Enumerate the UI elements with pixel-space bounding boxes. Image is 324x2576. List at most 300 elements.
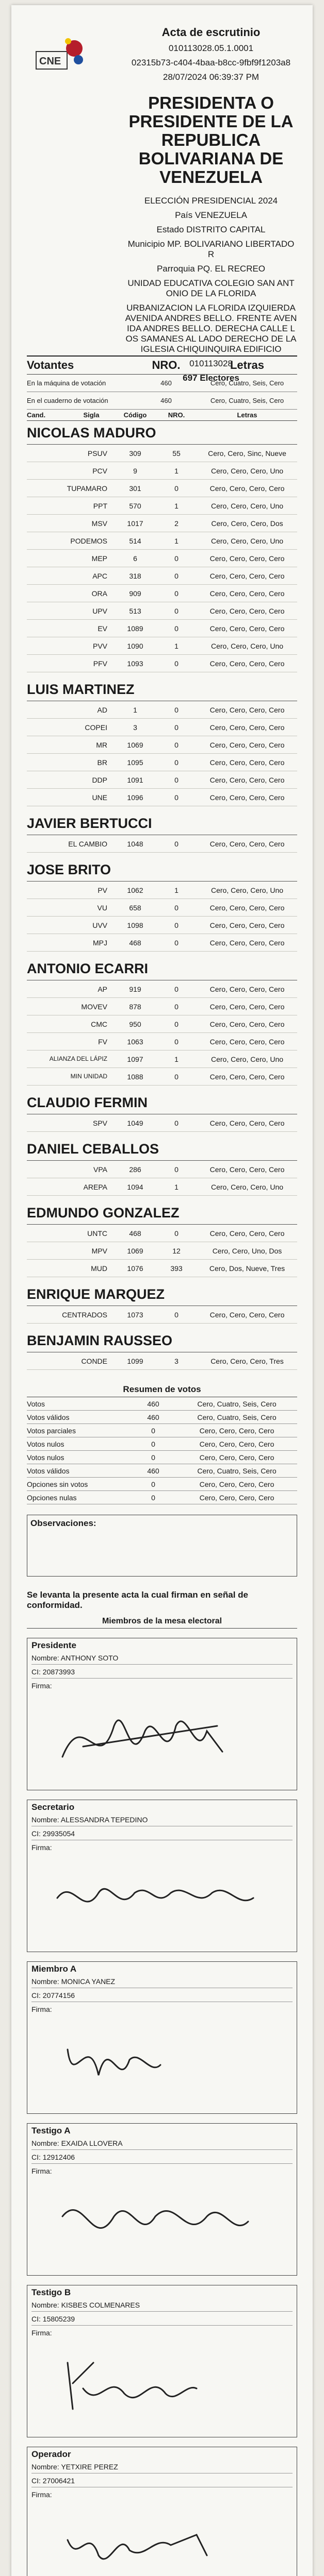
party-votes: 0 (174, 589, 179, 598)
party-row (27, 998, 297, 1015)
party-sigla: BR (97, 758, 107, 767)
party-sigla: AP (98, 985, 107, 993)
party-letras: Cero, Cero, Cero, Cero (209, 1310, 285, 1319)
candidate-name: JOSE BRITO (27, 858, 297, 882)
member-name: Nombre: YETXIRE PEREZ (31, 2463, 293, 2473)
party-letras: Cero, Cero, Cero, Uno (210, 466, 284, 475)
party-codigo: 468 (129, 1229, 141, 1238)
party-votes: 0 (174, 1037, 179, 1046)
party-votes: 0 (174, 705, 179, 714)
party-votes: 0 (174, 624, 179, 633)
party-votes: 0 (174, 1020, 179, 1028)
signature-area (31, 2175, 293, 2273)
spacer (27, 672, 297, 677)
spacer (27, 1196, 297, 1201)
handwritten-signature-icon (52, 2019, 269, 2106)
spacer (27, 1132, 297, 1137)
party-row (27, 585, 297, 602)
member-operador (27, 2447, 297, 2576)
resumen-letras: Cero, Cero, Cero, Cero (199, 1493, 274, 1502)
party-sigla: CONDE (81, 1357, 107, 1365)
party-letras: Cero, Cero, Cero, Cero (209, 938, 285, 947)
party-codigo: 318 (129, 571, 141, 580)
candidate-table-header: Cand. Sigla Código NRO. Letras (27, 410, 297, 421)
party-votes: 0 (174, 1002, 179, 1011)
signature-area (31, 1690, 293, 1788)
party-codigo: 468 (129, 938, 141, 947)
party-sigla: UPV (92, 606, 107, 615)
member-firma-label: Firma: (31, 2490, 52, 2499)
votantes-nro: 460 (160, 397, 172, 404)
pais: País VENEZUELA (175, 210, 247, 220)
party-sigla: COPEI (85, 723, 107, 732)
resumen-nro: 460 (147, 1466, 159, 1475)
resumen-label: Votos parciales (27, 1426, 76, 1435)
party-votes: 0 (174, 775, 179, 784)
party-row (27, 980, 297, 998)
party-votes: 1 (174, 1055, 179, 1063)
party-letras: Cero, Cero, Cero, Cero (209, 793, 285, 802)
party-row (27, 899, 297, 917)
party-sigla: MR (96, 740, 107, 749)
member-name: Nombre: KISBES COLMENARES (31, 2301, 293, 2312)
candidate-block (27, 1282, 297, 1329)
conformity-notice: Se levanta la presente acta la cual firman en señal de conformidad. (27, 1590, 248, 1610)
party-letras: Cero, Cero, Cero, Cero (209, 775, 285, 784)
party-sigla: PCV (92, 466, 107, 475)
resumen-nro: 0 (151, 1480, 155, 1488)
party-row (27, 789, 297, 806)
candidates-list (27, 421, 297, 1375)
signature-area (31, 2499, 293, 2576)
member-miembro-a (27, 1961, 297, 2114)
party-codigo: 570 (129, 501, 141, 510)
party-row (27, 655, 297, 672)
party-letras: Cero, Cero, Cero, Cero (209, 740, 285, 749)
handwritten-signature-icon (52, 2504, 269, 2576)
party-letras: Cero, Cero, Cero, Tres (210, 1357, 284, 1365)
signature-area (31, 1852, 293, 1950)
resumen-nro: 460 (147, 1399, 159, 1408)
resumen-label: Votos nulos (27, 1453, 64, 1462)
member-ci: CI: 20873993 (31, 1668, 293, 1679)
party-votes: 2 (174, 519, 179, 528)
resumen-nro: 0 (151, 1453, 155, 1462)
resumen-letras: Cero, Cero, Cero, Cero (199, 1426, 274, 1435)
resumen-nro: 460 (147, 1413, 159, 1421)
party-row (27, 1050, 297, 1068)
party-letras: Cero, Cero, Cero, Cero (209, 571, 285, 580)
candidate-name: DANIEL CEBALLOS (27, 1137, 297, 1161)
candidate-name: LUIS MARTINEZ (27, 677, 297, 701)
party-codigo: 878 (129, 1002, 141, 1011)
member-name: Nombre: EXAIDA LLOVERA (31, 2139, 293, 2150)
party-sigla: ORA (91, 589, 107, 598)
party-codigo: 1088 (127, 1072, 143, 1081)
mesa-title: Miembros de la mesa electoral (27, 1617, 297, 1629)
resumen-label: Votos válidos (27, 1466, 70, 1475)
party-votes: 0 (174, 985, 179, 993)
party-votes: 0 (174, 484, 179, 493)
acta-sheet (11, 5, 313, 2576)
party-votes: 0 (174, 606, 179, 615)
party-letras: Cero, Cero, Cero, Dos (211, 519, 283, 528)
observaciones-label: Observaciones: (30, 1518, 96, 1528)
party-sigla: ALIANZA DEL LÁPIZ (49, 1055, 107, 1062)
party-votes: 1 (174, 501, 179, 510)
party-sigla: DDP (92, 775, 107, 784)
resumen-table (27, 1397, 297, 1504)
resumen-label: Opciones sin votos (27, 1480, 88, 1488)
handwritten-signature-icon (52, 2342, 269, 2430)
party-sigla: UVV (92, 921, 107, 929)
party-codigo: 1093 (127, 659, 143, 668)
svg-text:CNE: CNE (39, 56, 61, 67)
party-letras: Cero, Cero, Uno, Dos (212, 1246, 282, 1255)
party-sigla: PFV (93, 659, 107, 668)
member-ci: CI: 29935054 (31, 1829, 293, 1840)
spacer (27, 1370, 297, 1375)
party-codigo: 1095 (127, 758, 143, 767)
party-row (27, 1015, 297, 1033)
member-ci: CI: 15805239 (31, 2315, 293, 2326)
party-sigla: MOVEV (81, 1002, 107, 1011)
party-votes: 0 (174, 903, 179, 912)
candidate-name: EDMUNDO GONZALEZ (27, 1201, 297, 1225)
party-votes: 0 (174, 921, 179, 929)
party-votes: 0 (174, 571, 179, 580)
party-row (27, 1161, 297, 1178)
party-codigo: 1049 (127, 1118, 143, 1127)
member-name: Nombre: ALESSANDRA TEPEDINO (31, 1816, 293, 1826)
party-sigla: UNTC (87, 1229, 107, 1238)
election-name: ELECCIÓN PRESIDENCIAL 2024 (144, 196, 278, 206)
candidate-name: NICOLAS MADURO (27, 421, 297, 445)
resumen-row (27, 1491, 297, 1504)
party-codigo: 1091 (127, 775, 143, 784)
party-letras: Cero, Cero, Cero, Uno (210, 1055, 284, 1063)
party-letras: Cero, Cero, Cero, Uno (210, 886, 284, 894)
acta-uuid: 02315b73-c404-4baa-b8cc-9fbf9f1203a8 (131, 58, 291, 67)
party-letras: Cero, Cero, Cero, Cero (209, 839, 285, 848)
party-sigla: MSV (91, 519, 107, 528)
party-sigla: MEP (91, 554, 107, 563)
member-name: Nombre: MONICA YANEZ (31, 1977, 293, 1988)
doc-title: Acta de escrutinio (161, 26, 261, 39)
votantes-header: Votantes NRO. Letras (27, 355, 297, 375)
office-title: PRESIDENTA O PRESIDENTE DE LA REPUBLICA BOLIVARIANA DE VENEZUELA (128, 93, 294, 187)
party-letras: Cero, Cero, Cero, Cero (209, 1229, 285, 1238)
handwritten-signature-icon (52, 1857, 269, 1944)
party-row (27, 934, 297, 952)
centro-code: 010113028 (189, 359, 233, 368)
party-codigo: 1069 (127, 740, 143, 749)
member-role: Miembro A (31, 1964, 77, 1974)
resumen-title: Resumen de votos (27, 1384, 297, 1397)
party-codigo: 1096 (127, 793, 143, 802)
party-codigo: 1063 (127, 1037, 143, 1046)
member-presidente (27, 1638, 297, 1790)
party-row (27, 637, 297, 655)
candidate-name: ENRIQUE MARQUEZ (27, 1282, 297, 1306)
party-codigo: 1099 (127, 1357, 143, 1365)
party-letras: Cero, Cero, Cero, Cero (209, 1118, 285, 1127)
party-votes: 0 (174, 740, 179, 749)
member-testigo-a (27, 2123, 297, 2276)
party-codigo: 919 (129, 985, 141, 993)
candidate-block (27, 1201, 297, 1282)
party-codigo: 9 (133, 466, 137, 475)
member-role: Testigo B (31, 2287, 71, 2297)
handwritten-signature-icon (52, 2180, 269, 2268)
party-row (27, 1114, 297, 1132)
party-letras: Cero, Cero, Cero, Cero (209, 1165, 285, 1174)
party-codigo: 1097 (127, 1055, 143, 1063)
resumen-row (27, 1411, 297, 1424)
party-codigo: 1076 (127, 1264, 143, 1273)
member-role: Secretario (31, 1802, 75, 1812)
party-row (27, 1306, 297, 1324)
resumen-row (27, 1437, 297, 1451)
resumen-label: Votos válidos (27, 1413, 70, 1421)
party-votes: 12 (172, 1246, 181, 1255)
resumen-row (27, 1424, 297, 1437)
resumen-letras: Cero, Cuatro, Seis, Cero (197, 1466, 277, 1475)
member-firma-label: Firma: (31, 2167, 52, 2175)
party-row (27, 882, 297, 899)
party-votes: 0 (174, 938, 179, 947)
party-sigla: EV (98, 624, 107, 633)
member-role: Testigo A (31, 2126, 71, 2136)
resumen-nro: 0 (151, 1493, 155, 1502)
party-votes: 0 (174, 1072, 179, 1081)
party-sigla: TUPAMARO (67, 484, 107, 493)
party-letras: Cero, Cero, Cero, Cero (209, 758, 285, 767)
member-testigo-b (27, 2285, 297, 2437)
party-votes: 393 (170, 1264, 183, 1273)
resumen-label: Votos (27, 1399, 45, 1408)
resumen-row (27, 1478, 297, 1491)
party-codigo: 1089 (127, 624, 143, 633)
party-codigo: 1 (133, 705, 137, 714)
party-codigo: 513 (129, 606, 141, 615)
party-letras: Cero, Cero, Cero, Cero (209, 659, 285, 668)
member-firma-label: Firma: (31, 1843, 52, 1852)
party-letras: Cero, Cero, Cero, Cero (209, 554, 285, 563)
party-votes: 0 (174, 1310, 179, 1319)
estado: Estado DISTRITO CAPITAL (156, 225, 266, 234)
party-votes: 55 (172, 449, 181, 457)
party-votes: 0 (174, 793, 179, 802)
party-row (27, 532, 297, 550)
party-row (27, 1033, 297, 1050)
electores: 697 Electores (183, 373, 239, 383)
cne-logo-icon (32, 36, 89, 82)
party-codigo: 514 (129, 536, 141, 545)
candidate-block (27, 858, 297, 957)
candidate-block (27, 1091, 297, 1137)
party-row (27, 1352, 297, 1370)
votantes-letras: Cero, Cuatro, Seis, Cero (210, 397, 284, 404)
party-letras: Cero, Cero, Cero, Uno (210, 1182, 284, 1191)
party-sigla: VPA (93, 1165, 107, 1174)
party-codigo: 950 (129, 1020, 141, 1028)
party-codigo: 1017 (127, 519, 143, 528)
resumen-letras: Cero, Cero, Cero, Cero (199, 1439, 274, 1448)
resumen-letras: Cero, Cero, Cero, Cero (199, 1453, 274, 1462)
party-votes: 0 (174, 1118, 179, 1127)
party-letras: Cero, Cero, Cero, Cero (209, 903, 285, 912)
party-votes: 1 (174, 466, 179, 475)
party-sigla: APC (92, 571, 107, 580)
resumen-letras: Cero, Cero, Cero, Cero (199, 1480, 274, 1488)
party-codigo: 301 (129, 484, 141, 493)
resumen-letras: Cero, Cuatro, Seis, Cero (197, 1399, 277, 1408)
party-votes: 1 (174, 536, 179, 545)
party-sigla: AREPA (83, 1182, 107, 1191)
party-row (27, 1225, 297, 1242)
party-row (27, 602, 297, 620)
party-votes: 0 (174, 758, 179, 767)
spacer (27, 1277, 297, 1282)
observaciones-box (27, 1515, 297, 1577)
resumen-label: Votos nulos (27, 1439, 64, 1448)
party-votes: 3 (174, 1357, 179, 1365)
member-ci: CI: 27006421 (31, 2477, 293, 2487)
party-votes: 1 (174, 641, 179, 650)
party-row (27, 515, 297, 532)
party-codigo: 1090 (127, 641, 143, 650)
resumen-row (27, 1464, 297, 1478)
member-secretario (27, 1800, 297, 1952)
party-codigo: 1098 (127, 921, 143, 929)
party-letras: Cero, Cero, Cero, Cero (209, 985, 285, 993)
member-role: Operador (31, 2449, 71, 2459)
party-codigo: 1062 (127, 886, 143, 894)
party-votes: 0 (174, 659, 179, 668)
party-sigla: CMC (91, 1020, 107, 1028)
signature-area (31, 2337, 293, 2435)
party-sigla: EL CAMBIO (68, 839, 107, 848)
party-letras: Cero, Cero, Cero, Uno (210, 641, 284, 650)
candidate-name: CLAUDIO FERMIN (27, 1091, 297, 1114)
party-sigla: SPV (92, 1118, 107, 1127)
candidate-block (27, 421, 297, 677)
party-sigla: MIN UNIDAD (70, 1073, 107, 1080)
party-letras: Cero, Cero, Cero, Cero (209, 705, 285, 714)
party-letras: Cero, Cero, Cero, Cero (209, 1037, 285, 1046)
party-letras: Cero, Cero, Cero, Cero (209, 1002, 285, 1011)
party-row (27, 1178, 297, 1196)
spacer (27, 952, 297, 957)
member-ci: CI: 12912406 (31, 2153, 293, 2164)
party-sigla: PV (98, 886, 107, 894)
resumen-row (27, 1397, 297, 1411)
member-ci: CI: 20774156 (31, 1991, 293, 2002)
candidate-name: JAVIER BERTUCCI (27, 811, 297, 835)
party-letras: Cero, Dos, Nueve, Tres (209, 1264, 285, 1273)
party-sigla: MPJ (93, 938, 107, 947)
party-row (27, 701, 297, 719)
party-sigla: PODEMOS (70, 536, 107, 545)
candidate-block (27, 677, 297, 811)
party-letras: Cero, Cero, Cero, Cero (209, 606, 285, 615)
party-letras: Cero, Cero, Cero, Cero (209, 484, 285, 493)
party-sigla: MUD (91, 1264, 107, 1273)
party-sigla: CENTRADOS (62, 1310, 107, 1319)
party-row (27, 754, 297, 771)
party-votes: 0 (174, 723, 179, 732)
signature-area (31, 2013, 293, 2111)
votantes-letras: Cero, Cuatro, Seis, Cero (210, 379, 284, 387)
party-row (27, 719, 297, 736)
party-sigla: VU (97, 903, 107, 912)
party-codigo: 1094 (127, 1182, 143, 1191)
party-row (27, 1260, 297, 1277)
party-row (27, 497, 297, 515)
acta-timestamp: 28/07/2024 06:39:37 PM (163, 72, 260, 82)
municipio: Municipio MP. BOLIVARIANO LIBERTADOR (127, 239, 295, 259)
candidate-block (27, 811, 297, 858)
party-sigla: MPV (91, 1246, 107, 1255)
party-sigla: PPT (93, 501, 107, 510)
party-row (27, 917, 297, 934)
party-codigo: 658 (129, 903, 141, 912)
party-letras: Cero, Cero, Cero, Cero (209, 921, 285, 929)
party-codigo: 1073 (127, 1310, 143, 1319)
party-row (27, 567, 297, 585)
candidate-name: BENJAMIN RAUSSEO (27, 1329, 297, 1352)
member-firma-label: Firma: (31, 2005, 52, 2013)
candidate-name: ANTONIO ECARRI (27, 957, 297, 980)
party-row (27, 1068, 297, 1086)
member-firma-label: Firma: (31, 1682, 52, 1690)
party-votes: 0 (174, 839, 179, 848)
centro: UNIDAD EDUCATIVA COLEGIO SAN ANTONIO DE LA FLORIDA (127, 278, 295, 298)
party-row (27, 445, 297, 462)
party-letras: Cero, Cero, Cero, Cero (209, 589, 285, 598)
party-codigo: 909 (129, 589, 141, 598)
party-votes: 0 (174, 1165, 179, 1174)
spacer (27, 853, 297, 858)
party-letras: Cero, Cero, Cero, Cero (209, 723, 285, 732)
party-letras: Cero, Cero, Sinc, Nueve (208, 449, 286, 457)
resumen-nro: 0 (151, 1426, 155, 1435)
party-letras: Cero, Cero, Cero, Uno (210, 501, 284, 510)
party-votes: 0 (174, 554, 179, 563)
party-codigo: 286 (129, 1165, 141, 1174)
member-name: Nombre: ANTHONY SOTO (31, 1654, 293, 1665)
party-sigla: PSUV (87, 449, 107, 457)
party-codigo: 6 (133, 554, 137, 563)
party-row (27, 480, 297, 497)
spacer (27, 806, 297, 811)
party-letras: Cero, Cero, Cero, Cero (209, 624, 285, 633)
party-sigla: UNE (92, 793, 107, 802)
party-codigo: 3 (133, 723, 137, 732)
resumen-row (27, 1451, 297, 1464)
votantes-label: En la máquina de votación (27, 379, 106, 387)
parroquia: Parroquia PQ. EL RECREO (156, 264, 266, 274)
party-sigla: PVV (92, 641, 107, 650)
party-row (27, 462, 297, 480)
party-codigo: 1069 (127, 1246, 143, 1255)
party-codigo: 1048 (127, 839, 143, 848)
handwritten-signature-icon (52, 1695, 269, 1783)
party-letras: Cero, Cero, Cero, Cero (209, 1072, 285, 1081)
party-row (27, 736, 297, 754)
candidate-block (27, 1329, 297, 1375)
